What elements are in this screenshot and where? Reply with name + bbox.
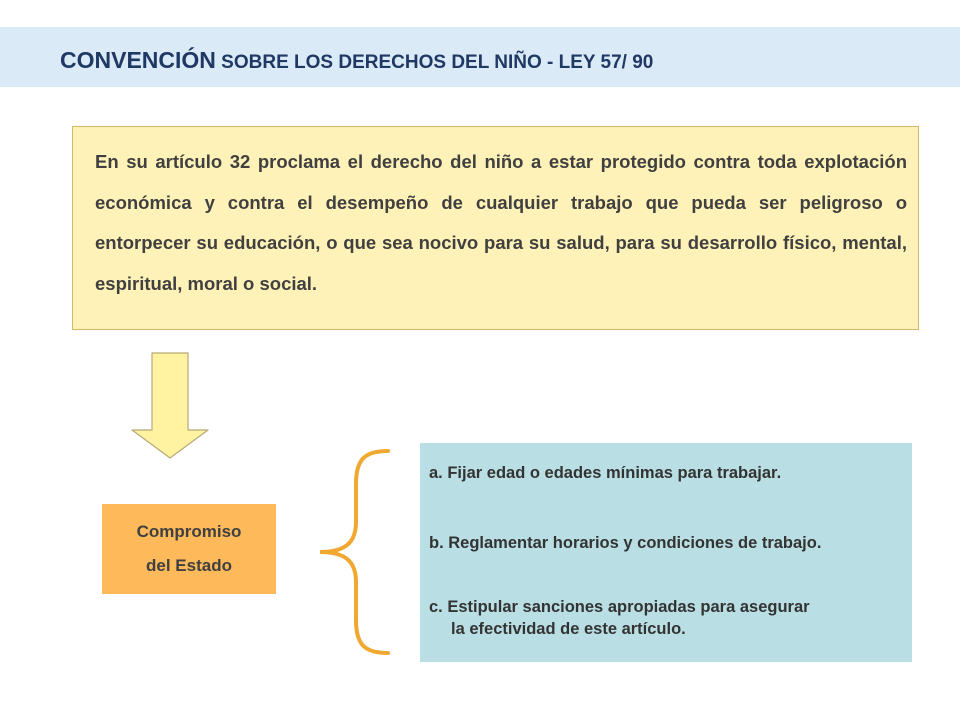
title-lead: CONVENCIÓN [60,47,216,73]
state-commitment-box [102,504,276,594]
list-item-a: a. Fijar edad o edades mínimas para trabajar. [429,464,782,482]
article-box [72,126,919,330]
list-item-c-continuation: la efectividad de este artículo. [451,620,686,638]
down-arrow-icon [130,352,210,460]
commitments-list [420,443,912,662]
slide-title [60,42,653,78]
title-rest: SOBRE LOS DERECHOS DEL NIÑO - LEY 57/ 90 [215,52,654,73]
curly-brace-icon [316,448,392,656]
list-item-b: b. Reglamentar horarios y condiciones de trabajo. [429,534,822,552]
state-label-line1: Compromiso [136,522,242,541]
list-item-c: c. Estipular sanciones apropiadas para asegurar [429,598,810,616]
article-text: En su artículo 32 proclama el derecho del niño a estar protegido contra toda explotación económica y contra el desempeño de cualquier trabajo que pueda ser peligroso o entorpecer su educación, o que sea nocivo para su salud, para su desarrollo físico, mental, espiritual, moral o social. [95,151,907,294]
state-label-line2: del Estado [146,556,232,575]
